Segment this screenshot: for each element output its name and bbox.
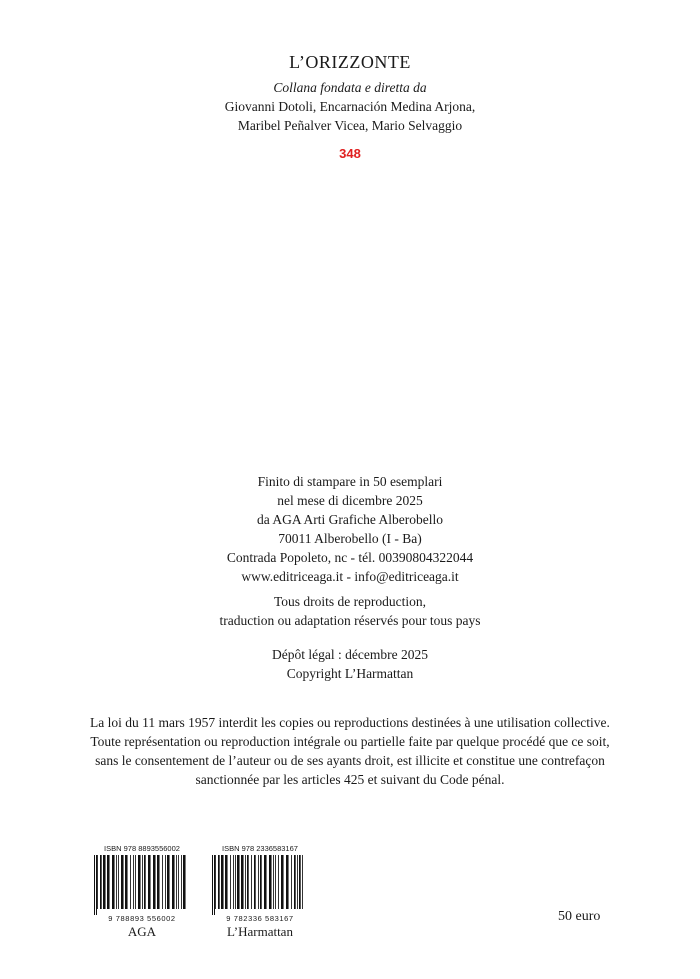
barcode-digits: 9 788893 556002	[108, 914, 176, 923]
series-title: L’ORIZZONTE	[289, 52, 411, 72]
colophon-line: www.editriceaga.it - info@editriceaga.it	[241, 569, 459, 584]
colophon-line: Finito di stampare in 50 esemplari	[257, 474, 443, 489]
law-line: La loi du 11 mars 1957 interdit les copies ou reproductions destinées à une utilisation collective.	[90, 715, 610, 730]
barcode-bars-icon	[92, 855, 192, 915]
law-line: Toute représentation ou reproduction intégrale ou partielle faite par quelque procédé que ce soit,	[90, 734, 610, 749]
barcode-digits: 9 782336 583167	[226, 914, 294, 923]
barcode-harmattan	[210, 844, 310, 940]
law-line: sanctionnée par les articles 425 et suivant du Code pénal.	[195, 772, 505, 787]
colophon-line: Contrada Popoleto, nc - tél. 00390804322044	[226, 550, 474, 565]
law-line: sans le consentement de l’auteur ou de ses ayants droit, est illicite et constitue une contrefaçon	[95, 753, 605, 768]
price: 50 euro	[558, 909, 601, 924]
barcode-aga	[92, 844, 192, 940]
series-editors-line-2: Maribel Peñalver Vicea, Mario Selvaggio	[237, 118, 463, 133]
rights-line: traduction ou adaptation réservés pour tous pays	[219, 613, 481, 628]
series-number: 348	[339, 146, 361, 161]
isbn-label: ISBN 978 8893556002	[104, 844, 180, 853]
series-editors-line-1: Giovanni Dotoli, Encarnación Medina Arjona,	[224, 99, 476, 114]
barcode-publisher: AGA	[127, 924, 157, 939]
copyright-line: Copyright L’Harmattan	[286, 666, 414, 681]
colophon-line: da AGA Arti Grafiche Alberobello	[257, 512, 443, 527]
barcode-bars-icon	[210, 855, 310, 915]
law-notice	[0, 713, 700, 789]
series-credits	[0, 78, 700, 135]
depot-line: Dépôt légal : décembre 2025	[272, 647, 428, 662]
colophon-line: 70011 Alberobello (I - Ba)	[278, 531, 422, 546]
isbn-label: ISBN 978 2336583167	[222, 844, 298, 853]
barcode-publisher: L’Harmattan	[227, 924, 293, 939]
colophon-line: nel mese di dicembre 2025	[277, 493, 423, 508]
legal-deposit	[0, 645, 700, 683]
series-subtitle: Collana fondata e diretta da	[273, 80, 427, 95]
rights-line: Tous droits de reproduction,	[273, 594, 427, 609]
rights-notice	[0, 592, 700, 630]
colophon	[0, 472, 700, 586]
